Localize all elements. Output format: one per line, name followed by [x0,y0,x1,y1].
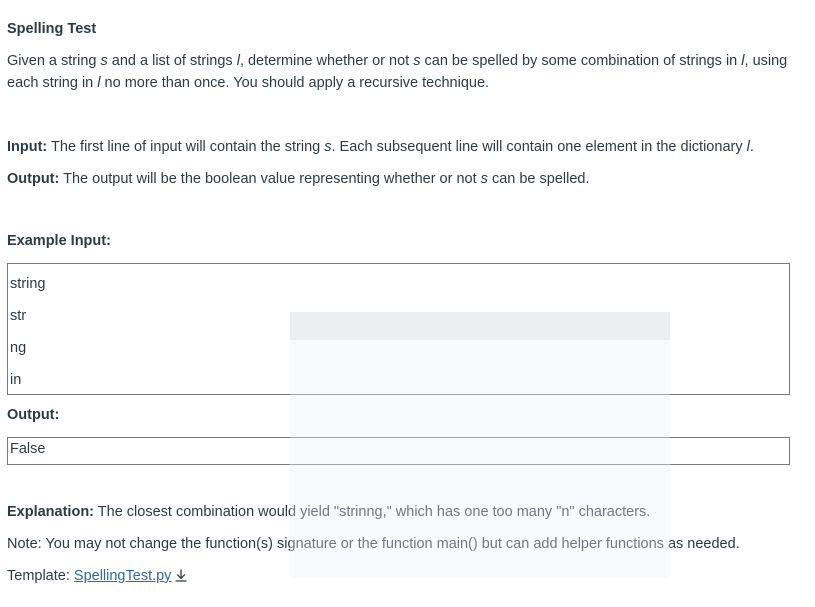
var-s: s [413,53,421,69]
example-input-box [7,263,790,395]
example-input-line: ng [10,340,27,356]
var-s: s [480,171,488,187]
var-l: l [97,75,101,91]
template-paragraph [7,565,797,587]
output-text: can be spelled. [487,171,590,187]
output-description [7,168,797,190]
note-paragraph: Note: You may not change the function(s) signature or the function main() but can add helper functions as needed. [7,536,740,552]
example-output-box [7,437,790,465]
intro-text: and a list of strings [107,53,237,69]
example-input-heading: Example Input: [7,233,111,249]
template-label: Template: [7,568,74,584]
template-download-link[interactable]: SpellingTest.py [73,568,172,584]
page-title: Spelling Test [7,21,97,37]
intro-text: Given a string [7,53,101,69]
input-text: . Each subsequent line will contain one element in the dictionary [331,139,747,155]
intro-text: , using each string in [7,53,788,91]
input-label: Input: [7,139,48,155]
input-description [7,136,797,158]
example-output-heading: Output: [7,407,60,423]
explanation-paragraph [7,501,797,523]
example-output-value: False [10,441,46,457]
intro-text: can be spelled by some combination of strings in [420,53,742,69]
output-text: The output will be the boolean value representing whether or not [59,171,481,187]
example-input-line: string [10,276,46,292]
intro-text: , determine whether or not [239,53,414,69]
output-label: Output: [7,171,60,187]
var-l: l [236,53,240,69]
var-l: l [746,139,750,155]
input-text: The first line of input will contain the string [47,139,325,155]
intro-text: no more than once. You should apply a recursive technique. [100,75,490,91]
explanation-text: The closest combination would yield "strinng," which has one too many "n" characters. [94,504,651,520]
example-input-line: in [10,372,22,388]
example-input-line: str [10,308,27,324]
explanation-label: Explanation: [7,504,95,520]
download-icon[interactable] [175,567,187,580]
intro-paragraph [7,50,797,94]
var-s: s [324,139,332,155]
var-s: s [100,53,108,69]
input-text: . [749,139,754,155]
var-l: l [741,53,745,69]
